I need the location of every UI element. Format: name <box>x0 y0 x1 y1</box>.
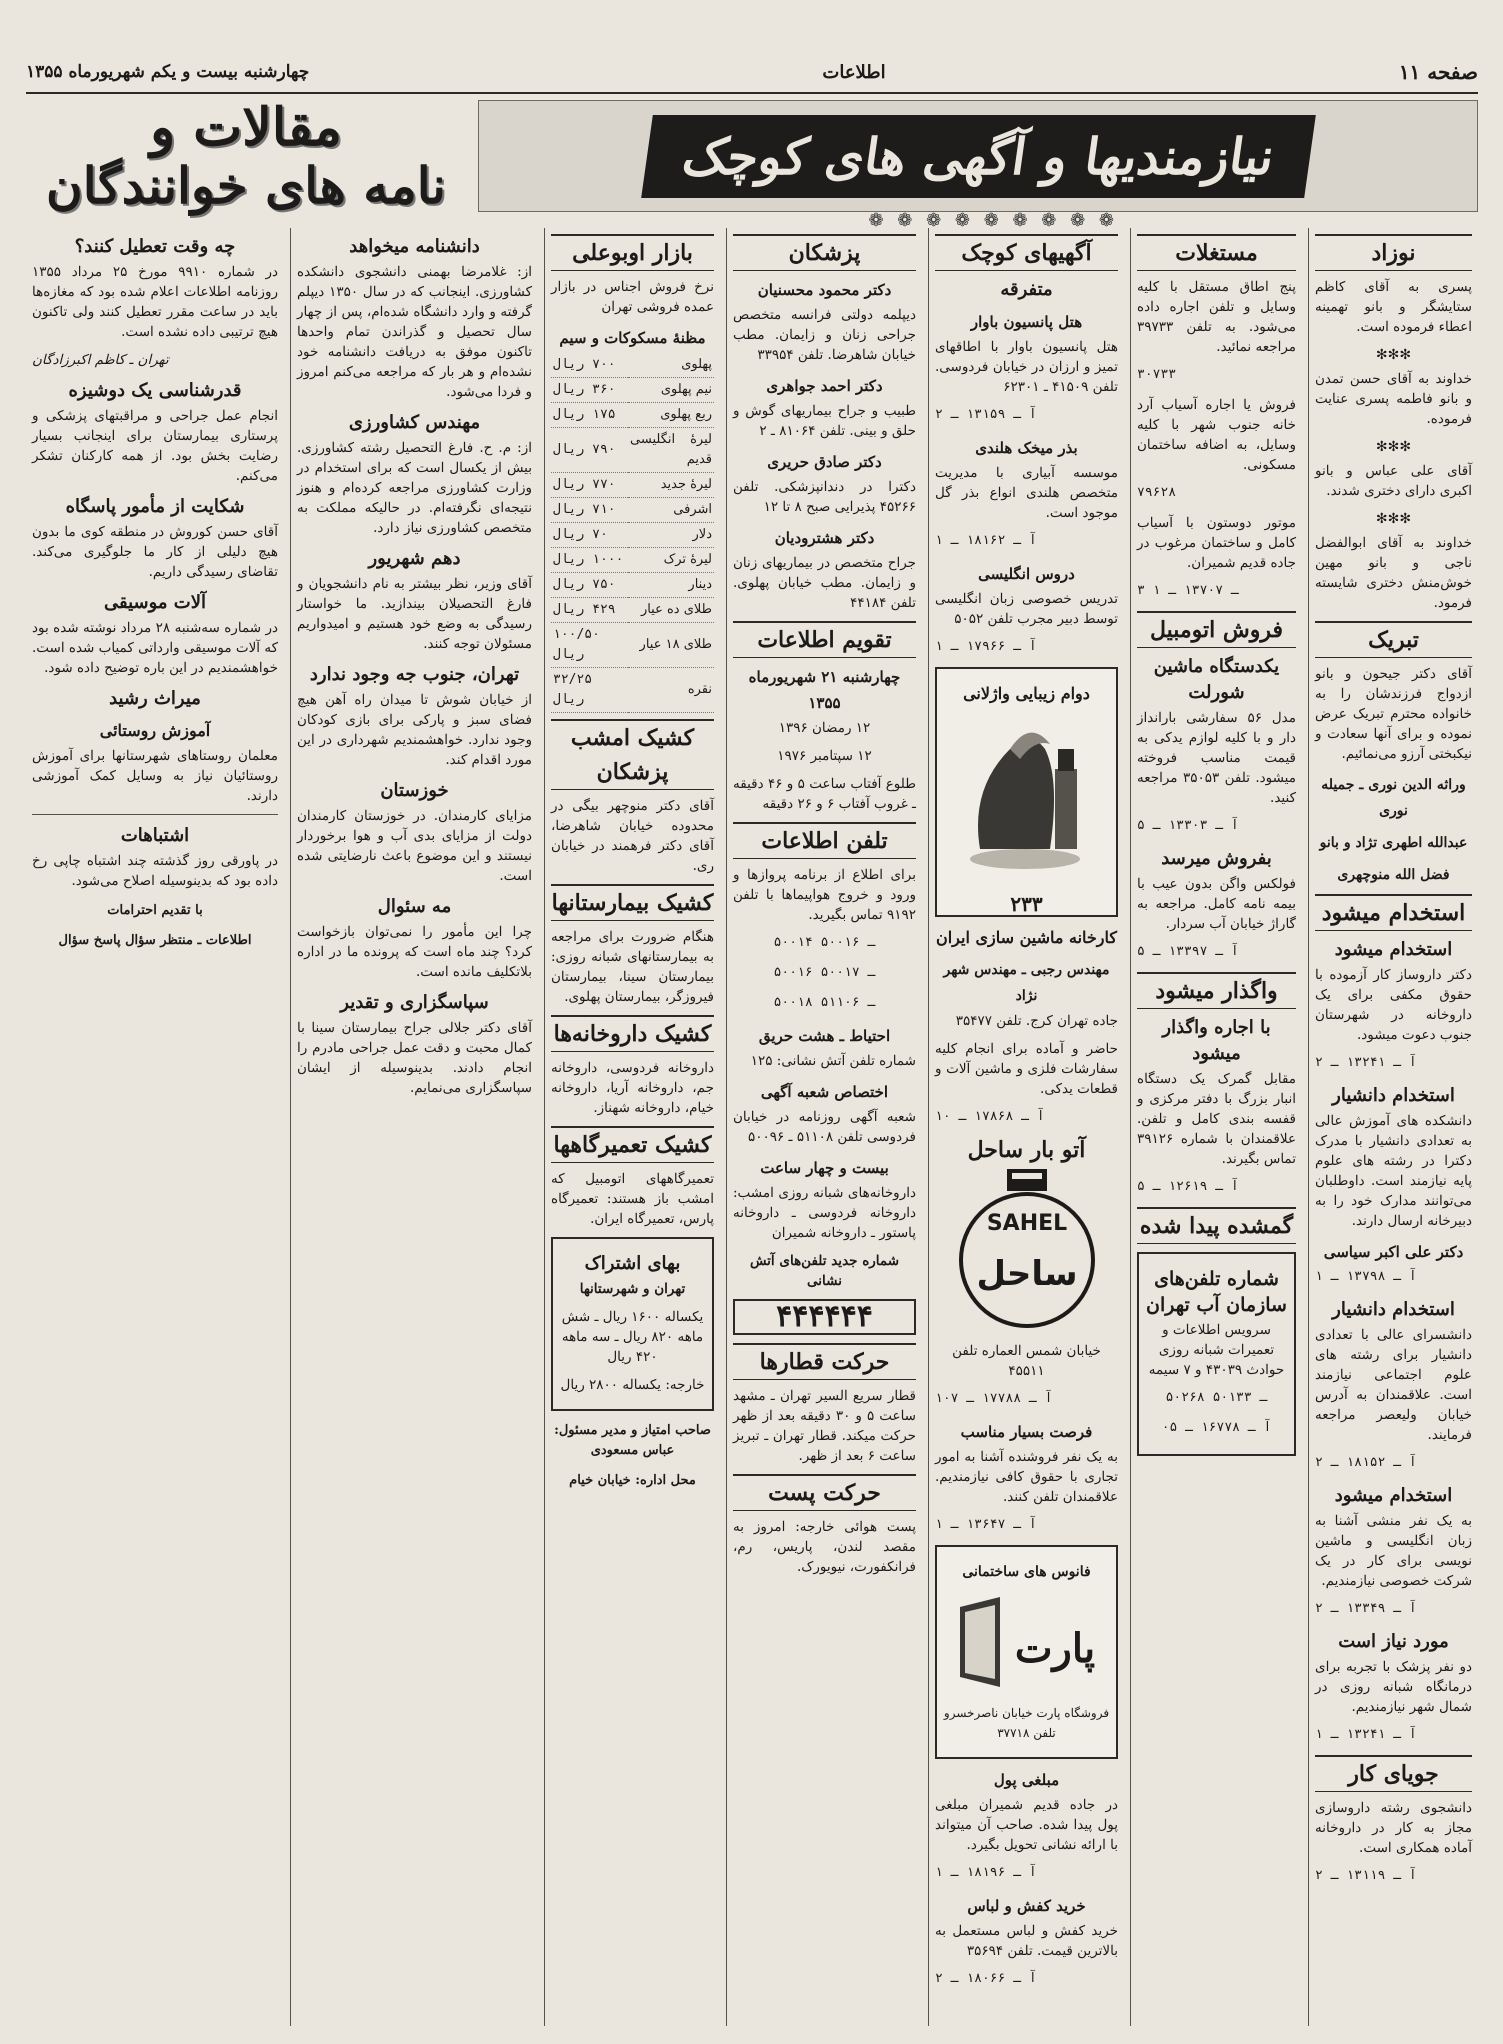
subscription-subtitle: تهران و شهرستانها <box>579 1281 686 1297</box>
notice-title: بیست و چهار ساعت <box>760 1159 889 1177</box>
letters-banner <box>26 98 466 222</box>
doctor-name: دکتر هشترودیان <box>774 529 875 547</box>
doctor-info: جراح متخصص در بیماریهای زنان و زایمان. مطب خیابان پهلوی. تلفن ۴۴۱۸۴ <box>733 555 916 611</box>
section-title: تلفن اطلاعات <box>733 822 916 859</box>
letter-text: از: م. ح. فارغ التحصیل رشته کشاورزی. بیش از یکسال است که برای استخدام در وزارت کشاورزی مراجعه کرده‌ام و هنوز نتیجه‌ای نگرفته‌ام. در حالیکه مملکت به متخصص کشاورزی نیاز دارد. <box>297 440 532 536</box>
ad-title: یکدستگاه ماشین شورلت <box>1153 656 1280 703</box>
ad-signature: دکتر علی اکبر سیاسی <box>1323 1243 1464 1261</box>
price-item: اشرفی <box>628 498 714 523</box>
phone-number: ۵۰۰۱۶ ـ ۵۰۰۱۷ <box>773 965 876 980</box>
ad-code: آ ـ ۱۳۳۴۹ ـ ۲ <box>1315 1601 1417 1616</box>
ad-title: استخدام دانشیار <box>1332 1299 1455 1320</box>
table-row <box>551 668 714 713</box>
ad-text: دو نفر پزشک با تجربه برای درمانگاه شبانه روزی در شمال شهر نیازمندیم. <box>1315 1659 1472 1715</box>
price-item: نیم پهلوی <box>628 378 714 403</box>
table-row <box>551 548 714 573</box>
letter-text: در پاورقی روز گذشته چند اشتباه چاپی رخ داده بود که بدینوسیله اصلاح می‌شود. <box>32 853 278 889</box>
price-value: ۷۰۰ ریال <box>551 353 628 378</box>
section-title: کشیک امشب پزشکان <box>551 719 714 790</box>
ad-title: استخدام میشود <box>1334 1485 1453 1506</box>
subscription-foreign: خارجه: یکساله ۲۸۰۰ ریال <box>560 1377 705 1393</box>
table-row <box>551 498 714 523</box>
ad-title: استخدام دانشیار <box>1332 1085 1455 1106</box>
letter-title: آلات موسیقی <box>103 592 207 613</box>
ad-code: آ ـ ۱۷۸۶۸ ـ ۱۰ <box>935 1109 1045 1124</box>
couple-name: وراثه الدین نوری ـ جمیله نوری <box>1321 777 1466 819</box>
letter-title: قدرشناسی یک دوشیزه <box>68 380 242 401</box>
price-item: طلای ده عیار <box>628 598 714 623</box>
doctor-name: دکتر احمد جواهری <box>766 377 883 395</box>
post-text: پست هوائی خارجه: امروز به مقصد لندن، پاریس، رم، فرانکفورت، نیویورک. <box>733 1519 916 1575</box>
section-title: جویای کار <box>1315 1755 1472 1792</box>
ad-title: بفروش میرسد <box>1161 848 1272 869</box>
section-title: استخدام میشود <box>1315 894 1472 931</box>
table-row <box>551 573 714 598</box>
ad-title: با اجاره واگذار میشود <box>1162 1017 1271 1064</box>
calendar-row: ۱۲ سپتامبر ۱۹۷۶ <box>777 748 872 764</box>
price-value: ۱۰۰/۵۰ ریال <box>551 623 628 668</box>
section-title: فروش اتومبیل <box>1137 611 1296 648</box>
ad-title: هتل پانسیون باوار <box>970 313 1083 331</box>
closing: با تقدیم احترامات <box>107 903 203 918</box>
doctor-info: طبیب و جراح بیماریهای گوش و حلق و بینی. تلفن ۸۱۰۶۴ ـ ۲ <box>733 403 916 439</box>
list-item: آقای علی عباس و بانو اکبری دارای دختری شدند. <box>1315 463 1472 499</box>
letter-title: آموزش روستائی <box>99 721 211 740</box>
ad-text: پنج اطاق مستقل با کلیه وسایل و تلفن اجاره داده می‌شود. به تلفن ۳۹۷۳۳ مراجعه نمائید. <box>1137 279 1296 355</box>
sahel-address: خیابان شمس العماره تلفن ۴۵۵۱۱ <box>952 1343 1101 1379</box>
ad-title: خرید کفش و لباس <box>967 1897 1086 1915</box>
ad-title: دروس انگلیسی <box>978 565 1075 583</box>
sahel-ad-title: آتو بار ساحل <box>967 1137 1086 1163</box>
prices-title: مظنهٔ مسکوکات و سیم <box>559 329 706 347</box>
box-phone: ۵۰۲۶۸ ـ ۵۰۱۳۳ <box>1165 1390 1268 1405</box>
column-letters-b <box>26 228 284 2026</box>
lipstick-illustration-icon <box>940 709 1110 879</box>
letter-text: چرا این مأمور را نمی‌توان بازخواست کرد؟ چند ماه است که پرونده ما در اداره بلاتکلیف مانده است. <box>297 924 532 980</box>
ad-title: مبلغی پول <box>993 1771 1060 1789</box>
ad-text: مدل ۵۶ سفارشی بارانداز دار و با کلیه لوازم یدکی به قیمت مناسب فروخته میشود. تلفن ۳۵۰۵۳ مراجعه کنید. <box>1137 710 1296 806</box>
pars-lantern-ad <box>935 1545 1118 1759</box>
price-value: ۱۷۵ ریال <box>551 403 628 428</box>
letter-text: در شماره ۹۹۱۰ مورخ ۲۵ مرداد ۱۳۵۵ روزنامه اطلاعات اعلام شده بود که مغازه‌ها باید در ساعت مقرر تعطیل کنند ولی تاکنون هیچ ترتیبی داده نشده است. <box>32 264 278 340</box>
doctor-name: دکتر صادق حریری <box>767 453 882 471</box>
price-item: پهلوی <box>628 353 714 378</box>
ad-text: به یک نفر منشی آشنا به زبان انگلیسی و ماشین نویسی برای کار در یک شرکت خصوصی نیازمندیم. <box>1315 1513 1472 1589</box>
letter-text: معلمان روستاهای شهرستانها برای آموزش روستائیان نیاز به وسایل کمک آموزشی دارند. <box>32 748 278 804</box>
letters-title-line1: مقالات و <box>150 97 342 158</box>
couple-name: فضل الله منوچهری <box>1337 867 1450 883</box>
section-title: نوزاد <box>1315 234 1472 271</box>
trains-text: قطار سریع السیر تهران ـ مشهد ساعت ۵ و ۳۰ دقیقه بعد از ظهر حرکت میکند. قطار تهران ـ تبریز ساعت ۶ بعد از ظهر. <box>733 1388 916 1464</box>
ad-text: دانشسرای عالی با تعدادی دانشیار برای رشته های علوم اجتماعی نیازمند است. علاقمندان به آدرس خیابان ولیعصر مراجعه فرمایند. <box>1315 1327 1472 1443</box>
ad-code: آ ـ ۱۲۶۱۹ ـ ۵ <box>1137 1179 1239 1194</box>
columns <box>26 228 1478 2026</box>
calendar-row: ۱۲ رمضان ۱۳۹۶ <box>778 720 871 736</box>
box-title: شماره تلفن‌های سازمان آب تهران <box>1146 1268 1287 1316</box>
water-phones-box <box>1137 1252 1296 1456</box>
publisher: صاحب امتیاز و مدیر مسئول: عباس مسعودی <box>554 1423 711 1458</box>
doctor-info: دکترا در دندانپزشکی. تلفن ۴۵۲۶۶ پذیرایی صبح ۸ تا ۱۲ <box>733 479 916 515</box>
subscription-title: بهای اشتراک <box>584 1253 681 1274</box>
price-item: نقره <box>628 668 714 713</box>
notice-title: احتیاط ـ هشت حریق <box>758 1027 891 1045</box>
ad-text: در جاده قدیم شمیران مبلغی پول پیدا شده. صاحب آن میتواند با ارائه نشانی تحویل بگیرد. <box>935 1797 1118 1853</box>
box-text: سرویس اطلاعات و تعمیرات شبانه روزی حوادث ۴۳۰۳۹ و ۷ سیمه <box>1148 1322 1285 1378</box>
letter-text: انجام عمل جراحی و مراقبتهای پزشکی و پرستاری بیمارستان برای اینجانب بسیار رضایت بخش بود. از همه کارکنان تشکر می‌کنم. <box>32 408 278 484</box>
ad-code: ۷۹۶۲۸ <box>1137 485 1177 500</box>
paragraph: تعمیرگاههای اتومبیل که امشب باز هستند: تعمیرگاه پارس، تعمیرگاه ایران. <box>551 1171 714 1227</box>
paragraph: آقای دکتر منوچهر بیگی در محدوده خیابان شاهرضا، آقای دکتر فرهمند در خیابان ری. <box>551 798 714 874</box>
ornament-divider: ❁ ❁ ❁ ❁ ❁ ❁ ❁ ❁ ❁ <box>868 210 1118 231</box>
market-intro: نرخ فروش اجناس در بازار عمده فروشی تهران <box>551 279 714 315</box>
column-market <box>544 228 720 2026</box>
ad-text: دانشکده های آموزش عالی به تعدادی دانشیار با مدرک دکترا در رشته های علوم پایه نیازمند است. داوطلبان می‌توانند مدارک خود را به دبیرخانه ارسال دارند. <box>1315 1113 1472 1229</box>
list-item: خداوند به آقای ابوالفضل ناجی و بانو مهین خوش‌منش دختری شایسته فرمود. <box>1315 535 1472 611</box>
letter-title: سپاسگزاری و تقدیر <box>340 992 489 1013</box>
office-address: محل اداره: خیابان خیام <box>569 1473 696 1488</box>
letter-text: مزایای کارمندان. در خوزستان کارمندان دولت از مزایای بدی آب و هوا برخوردار نیستند و این موضوع باعث نارضایتی شده است. <box>297 808 532 884</box>
ad-text: تدریس خصوصی زبان انگلیسی توسط دبیر مجرب تلفن ۵۰۵۲ <box>935 591 1118 627</box>
ad-title: بذر میخک هلندی <box>975 439 1078 457</box>
ad-text: دانشجوی رشته داروسازی مجاز به کار در داروخانه آماده همکاری است. <box>1315 1800 1472 1856</box>
price-value: ۷۱۰ ریال <box>551 498 628 523</box>
section-title: بازار اوبوعلی <box>551 234 714 271</box>
table-row <box>551 623 714 668</box>
sahel-logo-icon <box>952 1165 1102 1335</box>
letter-title: تهران، جنوب جه وجود ندارد <box>309 664 520 685</box>
ad-code: آ ـ ۱۳۱۱۹ ـ ۲ <box>1315 1868 1417 1883</box>
letter-text: آقای وزیر، نظر بیشتر به نام دانشجویان و فارغ التحصیلان بیندازید. ما خواستار رسیدگی به وضع خود هستیم و امیدواریم مسئولان توجه کنند. <box>297 576 532 652</box>
letter-title: دانشنامه میخواهد <box>349 236 480 257</box>
price-item: لیرهٔ ترک <box>628 548 714 573</box>
newspaper-page <box>26 22 1478 2026</box>
price-item: لیرهٔ انگلیسی قدیم <box>628 428 714 473</box>
pars-brand: پارت <box>1014 1625 1096 1672</box>
fire-phone-label: شماره جدید تلفن‌های آتش نشانی <box>749 1253 900 1289</box>
phone-number: ۵۰۰۱۸ ـ ۵۱۱۰۶ <box>773 995 876 1010</box>
letter-title: دهم شهریور <box>368 548 461 569</box>
letter-title: مه سئوال <box>377 896 452 917</box>
ad-code: ۳۰۷۳۳ <box>1137 367 1177 382</box>
letter-title: اشتباهات <box>120 825 190 846</box>
fire-phone-number: ۴۴۴۴۴۴ <box>733 1299 916 1335</box>
ornament: ✻✻✻ <box>1375 511 1412 527</box>
ad-title: مورد نیاز است <box>1338 1631 1449 1652</box>
ad-code: آ ـ ۱۸۱۶۲ ـ ۱ <box>935 533 1037 548</box>
paragraph: آقای دکتر جیحون و بانو ازدواج فرزندشان را به خانواده محترم تبریک عرض نموده و برای آنها سعادت و نیکبختی آرزو می‌نمائیم. <box>1315 666 1472 762</box>
table-row <box>551 403 714 428</box>
ad-code: آ ـ ۱۸۱۹۶ ـ ۱ <box>935 1865 1037 1880</box>
lipstick-ad-number: ۲۳۳ <box>1010 892 1043 916</box>
letter-text: از: غلامرضا بهمنی دانشجوی دانشکده کشاورزی. اینجانب که در سال ۱۳۵۰ دیپلم گرفته و وارد دانشگاه شده‌ام، پس از چهار سال تحصیل و گذراندن تمام واحدها تاکنون موفق به دریافت دانشنامه خود نشده‌ام و هر بار که مراجعه می‌کنم امروز و فردا می‌شود. <box>297 264 532 400</box>
subscription-box <box>551 1237 714 1411</box>
section-title: تبریک <box>1315 621 1472 658</box>
section-title: کشیک داروخانه‌ها <box>551 1015 714 1052</box>
letter-title: خوزستان <box>380 780 449 801</box>
issue-date: چهارشنبه بیست و یکم شهریورماه ۱۳۵۵ <box>26 62 310 82</box>
sahel-ad <box>935 1137 1118 1409</box>
classifieds-banner <box>478 100 1478 212</box>
price-value: ۷۷۰ ریال <box>551 473 628 498</box>
ad-code: آ ـ ۱۸۱۵۲ ـ ۲ <box>1315 1455 1417 1470</box>
divider <box>32 814 278 815</box>
section-title: تقویم اطلاعات <box>733 621 916 658</box>
price-item: دینار <box>628 573 714 598</box>
page-number: صفحه ۱۱ <box>1398 60 1478 84</box>
section-title: کشیک تعمیرگاهها <box>551 1126 714 1163</box>
ad-title: کارخانه ماشین سازی ایران <box>935 928 1118 947</box>
paragraph: داروخانه فردوسی، داروخانه جم، داروخانه آریا، داروخانه خیام، داروخانه شهناز. <box>551 1060 714 1116</box>
ad-code: آ ـ ۱۳۲۴۱ ـ ۱ <box>1315 1727 1417 1742</box>
ad-code: ۳ ـ ۱۳۷۰۷ ـ ۱ <box>1137 583 1239 598</box>
ad-text: فروش یا اجاره آسیاب آرد خانه جنوب شهر با کلیه وسایل، به اضافه ساختمان مسکونی. <box>1137 397 1296 473</box>
section-title: گمشده پیدا شده <box>1137 1207 1296 1244</box>
notice-text: داروخانه‌های شبانه روزی امشب: داروخانه فردوسی ـ داروخانه پاستور ـ داروخانه شمیران <box>733 1185 916 1241</box>
ad-text: دکتر داروساز کار آزموده با حقوق مکفی برای یک داروخانه در شهرستان جنوب دعوت میشود. <box>1315 967 1472 1043</box>
ad-code: آ ـ ۱۳۶۴۷ ـ ۱ <box>935 1517 1037 1532</box>
subscription-text: یکساله ۱۶۰۰ ریال ـ شش ماهه ۸۲۰ ریال ـ سه ماهه ۴۲۰ ریال <box>561 1309 704 1365</box>
price-value: ۷۰ ریال <box>551 523 628 548</box>
ad-text: به یک نفر فروشنده آشنا به امور تجاری با حقوق کافی نیازمندیم. علاقمندان تلفن کنند. <box>935 1449 1118 1505</box>
price-item: دلار <box>628 523 714 548</box>
section-title: واگذار میشود <box>1137 972 1296 1009</box>
ad-code: آ ـ ۱۳۳۰۳ ـ ۵ <box>1137 818 1239 833</box>
pars-ad-title: فانوس های ساختمانی <box>962 1564 1091 1580</box>
price-value: ۳۲/۲۵ ریال <box>551 668 628 713</box>
letter-text: آقای حسن کوروش در منطقه کوی ما بدون هیچ دلیلی از کار ما جلوگیری می‌کند. تقاضای رسیدگی داریم. <box>32 524 278 580</box>
calendar-date: چهارشنبه ۲۱ شهریورماه ۱۳۵۵ <box>748 668 901 712</box>
ad-code: آ ـ ۱۳۳۹۷ ـ ۵ <box>1137 944 1239 959</box>
price-value: ۳۶۰ ریال <box>551 378 628 403</box>
list-item: خداوند به آقای حسن تمدن و بانو فاطمه پسری عنایت فرموده. <box>1315 371 1472 427</box>
column-letters-a <box>290 228 538 2026</box>
price-item: ربع پهلوی <box>628 403 714 428</box>
ad-title: فرصت بسیار مناسب <box>960 1423 1093 1441</box>
table-row <box>551 473 714 498</box>
section-title: حرکت پست <box>733 1474 916 1511</box>
section-title: پزشکان <box>733 234 916 271</box>
table-row <box>551 353 714 378</box>
column-doctors <box>726 228 922 2026</box>
section-title: کشیک بیمارستانها <box>551 884 714 921</box>
lipstick-ad-title: دوام زیبایی واژلانی <box>963 684 1090 703</box>
calendar-text: طلوع آفتاب ساعت ۵ و ۴۶ دقیقه ـ غروب آفتاب ۶ و ۲۶ دقیقه <box>733 776 916 812</box>
letter-title: چه وقت تعطیل کنند؟ <box>74 236 236 257</box>
price-value: ۴۲۹ ریال <box>551 598 628 623</box>
letters-title-line2: نامه های خوانندگان <box>46 156 446 215</box>
prices-table <box>551 353 714 713</box>
section-title: مستغلات <box>1137 234 1296 271</box>
paragraph: هنگام ضرورت برای مراجعه به بیمارستانهای شبانه روزی: بیمارستان سینا، بیمارستان فیروزگر، بیمارستان پهلوی. <box>551 929 714 1005</box>
publication-name: اطلاعات <box>822 61 886 83</box>
letter-title: شکایت از مأمور پاسگاه <box>65 496 245 517</box>
table-row <box>551 428 714 473</box>
pars-ad-subtitle: فروشگاه پارت خیابان ناصرخسرو تلفن ۳۷۷۱۸ <box>943 1706 1110 1740</box>
column-estates <box>1130 228 1302 2026</box>
letter-text: در شماره سه‌شنبه ۲۸ مرداد نوشته شده بود که آلات موسیقی وارداتی کمیاب شده است. خواهشمندیم در این باره توضیح داده شود. <box>31 620 278 676</box>
ad-code: آ ـ ۱۷۹۶۶ ـ ۱ <box>935 639 1037 654</box>
price-item: لیرهٔ جدید <box>628 473 714 498</box>
closing-signature: اطلاعات ـ منتظر سؤال پاسخ سؤال <box>58 933 252 948</box>
ad-code: آ ـ ۱۳۲۴۱ ـ ۲ <box>1315 1055 1417 1070</box>
lantern-icon <box>940 1587 1110 1697</box>
doctor-info: دیپلمه دولتی فرانسه متخصص جراحی زنان و زایمان. مطب خیابان شاهرضا. تلفن ۳۳۹۵۴ <box>733 307 916 363</box>
price-item: طلای ۱۸ عیار <box>628 623 714 668</box>
sahel-logo-persian: ساحل <box>975 1254 1078 1294</box>
ad-subtitle: مهندس رجبی ـ مهندس شهر نژاد <box>943 962 1110 1004</box>
ad-title: استخدام میشود <box>1334 939 1453 960</box>
letter-text: آقای دکتر جلالی جراح بیمارستان سینا با کمال محبت و دقت عمل جراحی مادرم را انجام دادند. بدینوسیله از ایشان سپاسگزاری می‌نمایم. <box>297 1020 532 1096</box>
ad-code: آ ـ ۱۸۰۶۶ ـ ۲ <box>935 1971 1037 1986</box>
couple-name: عبدالله اطهری تژاد و بانو <box>1319 835 1468 851</box>
section-subtitle: متفرقه <box>1000 279 1053 300</box>
letter-title: مهندس کشاورزی <box>348 412 481 433</box>
notice-text: شماره تلفن آتش نشانی: ۱۲۵ <box>750 1053 916 1069</box>
ad-text: جاده تهران کرج. تلفن ۳۵۴۷۷ <box>955 1013 1118 1029</box>
ad-text: هتل پانسیون باوار با اطاقهای تمیز و ارزان در خیابان فردوسی. تلفن ۴۱۵۰۹ ـ ۶۲۳۰۱ <box>935 339 1118 395</box>
table-row <box>551 378 714 403</box>
column-misc-ads <box>928 228 1124 2026</box>
ornament: ✻✻✻ <box>1375 439 1412 455</box>
classifieds-title: نیازمندیها و آگهی های کوچک <box>641 115 1316 198</box>
letter-signature: تهران ـ کاظم اکبرزادگان <box>32 352 169 368</box>
column-births <box>1308 228 1478 2026</box>
phone-number: ۵۰۰۱۴ ـ ۵۰۰۱۶ <box>773 935 876 950</box>
ad-code: آ ـ ۱۳۷۹۸ ـ ۱ <box>1315 1269 1417 1284</box>
table-row <box>551 598 714 623</box>
box-phone: آ ـ ۱۶۷۷۸ ـ ۰۵ <box>1161 1420 1272 1435</box>
price-value: ۷۵۰ ریال <box>551 573 628 598</box>
phones-text: برای اطلاع از برنامه پروازها و ورود و خروج هواپیماها با تلفن ۹۱۹۲ تماس بگیرید. <box>733 867 916 923</box>
ad-text: حاضر و آماده برای انجام کلیه سفارشات فلزی و ماشین آلات و قطعات یدکی. <box>935 1041 1118 1097</box>
ad-text: مقابل گمرک یک دستگاه انبار بزرگ با دفتر مرکزی و قفسه بندی کامل و تلفن. علاقمندان با شماره ۳۹۱۲۶ تماس بگیرند. <box>1137 1071 1296 1167</box>
doctor-name: دکتر محمود محسنیان <box>757 281 892 299</box>
letter-text: از خیابان شوش تا میدان راه آهن هیچ فضای سبز و پارکی برای بازی کودکان وجود ندارد. خواهشمندیم شهرداری در این مورد اقدام کند. <box>297 692 532 768</box>
list-item: پسری به آقای کاظم ستایشگر و بانو تهمینه اعطاء فرموده است. <box>1315 279 1472 335</box>
running-head <box>26 52 1478 94</box>
notice-title: اختصاص شعبه آگهی <box>760 1083 889 1101</box>
ad-text: خرید کفش و لباس مستعمل به بالاترین قیمت. تلفن ۳۵۶۹۴ <box>935 1923 1118 1959</box>
letter-title: میراث رشید <box>109 688 201 709</box>
ad-text: فولکس واگن بدون عیب با بیمه نامه کامل. مراجعه به گاراژ خیابان آب سردار. <box>1137 876 1296 932</box>
table-row <box>551 523 714 548</box>
ad-code: آ ـ ۱۷۷۸۸ ـ ۱۰۷ <box>935 1391 1053 1406</box>
ornament: ✻✻✻ <box>1375 347 1412 363</box>
section-title: حرکت قطارها <box>733 1343 916 1380</box>
ad-text: موسسه آبیاری با مدیریت متخصص هلندی انواع بذر گل موجود است. <box>935 465 1118 521</box>
lipstick-ad <box>935 667 1118 917</box>
sahel-logo-latin: SAHEL <box>986 1211 1067 1236</box>
ad-text: موتور دوستون با آسیاب کامل و ساختمان مرغوب در جاده قدیم شمیران. <box>1137 515 1296 571</box>
ad-code: آ ـ ۱۳۱۵۹ ـ ۲ <box>935 407 1037 422</box>
price-value: ۱۰۰۰ ریال <box>551 548 628 573</box>
section-title: آگهیهای کوچک <box>935 234 1118 271</box>
price-value: ۷۹۰ ریال <box>551 428 628 473</box>
notice-text: شعبه آگهی روزنامه در خیابان فردوسی تلفن ۵۱۱۰۸ ـ ۵۰۰۹۶ <box>733 1109 916 1145</box>
